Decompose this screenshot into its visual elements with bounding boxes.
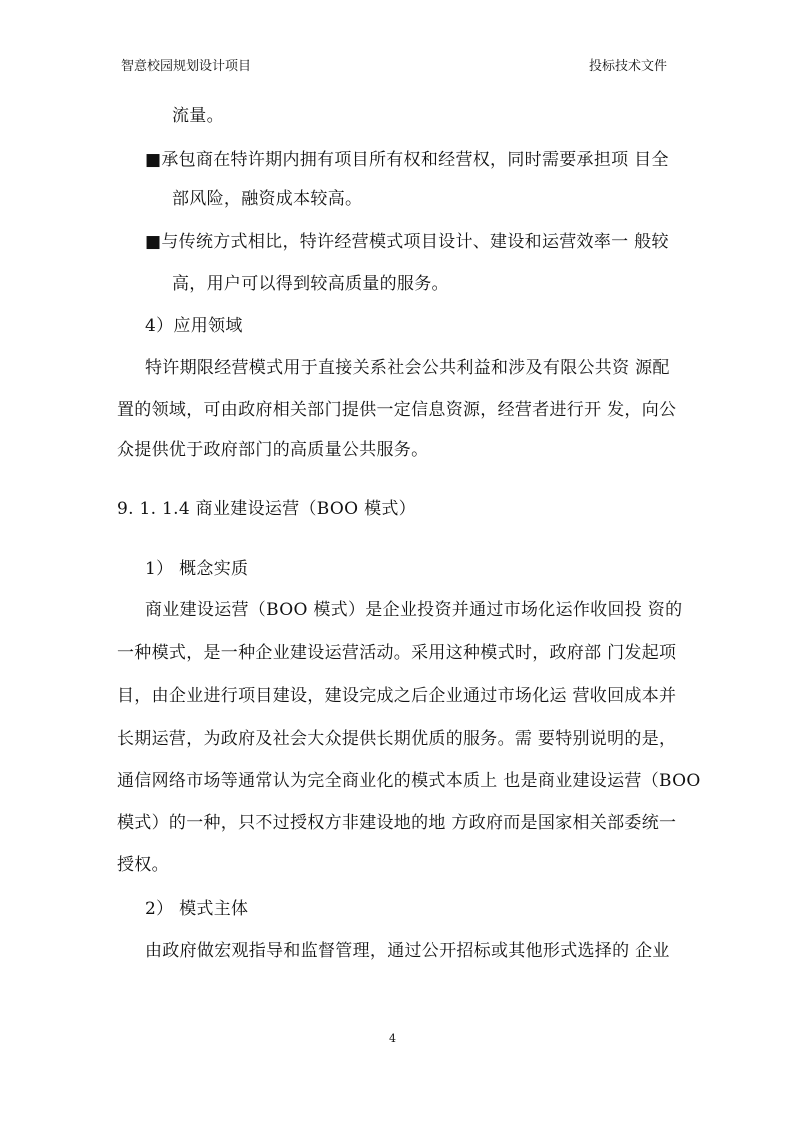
subheading: 1） 概念实质	[145, 559, 249, 579]
subheading: 2） 模式主体	[145, 899, 249, 919]
body-line: 模式）的一种，只不过授权方非建设地的地 方政府而是国家相关部委统一	[117, 813, 677, 833]
body-line: 目，由企业进行项目建设，建设完成之后企业通过市场化运 营收回成本并	[117, 686, 677, 706]
body-line: 授权。	[117, 855, 169, 875]
body-line: 高，用户可以得到较高质量的服务。	[172, 274, 449, 294]
subheading: 4）应用领域	[145, 316, 243, 336]
body-line: 由政府做宏观指导和监督管理，通过公开招标或其他形式选择的 企业	[145, 941, 670, 961]
body-line: 长期运营，为政府及社会大众提供长期优质的服务。需 要特别说明的是，	[117, 729, 677, 749]
body-line: 众提供优于政府部门的高质量公共服务。	[117, 440, 429, 460]
bullet-line: ■承包商在特许期内拥有项目所有权和经营权，同时需要承担项 目全	[145, 150, 669, 170]
bullet-line: ■与传统方式相比，特许经营模式项目设计、建设和运营效率一 般较	[145, 232, 669, 252]
page-number: 4	[389, 1032, 396, 1045]
section-heading: 9. 1. 1.4 商业建设运营（BOO 模式）	[117, 499, 416, 519]
body-line: 商业建设运营（BOO 模式）是企业投资并通过市场化运作收回投 资的	[145, 600, 683, 620]
body-line: 通信网络市场等通常认为完全商业化的模式本质上 也是商业建设运营（BOO	[117, 771, 701, 791]
page-header-right: 投标技术文件	[589, 59, 668, 74]
body-line: 特许期限经营模式用于直接关系社会公共利益和涉及有限公共资 源配	[145, 358, 670, 378]
body-line: 置的领域，可由政府相关部门提供一定信息资源，经营者进行开 发，向公	[117, 400, 677, 420]
page-header-left: 智意校园规划设计项目	[121, 59, 252, 74]
body-line: 部风险，融资成本较高。	[172, 189, 363, 209]
body-line: 流量。	[172, 106, 224, 126]
body-line: 一种模式，是一种企业建设运营活动。采用这种模式时，政府部 门发起项	[117, 643, 677, 663]
